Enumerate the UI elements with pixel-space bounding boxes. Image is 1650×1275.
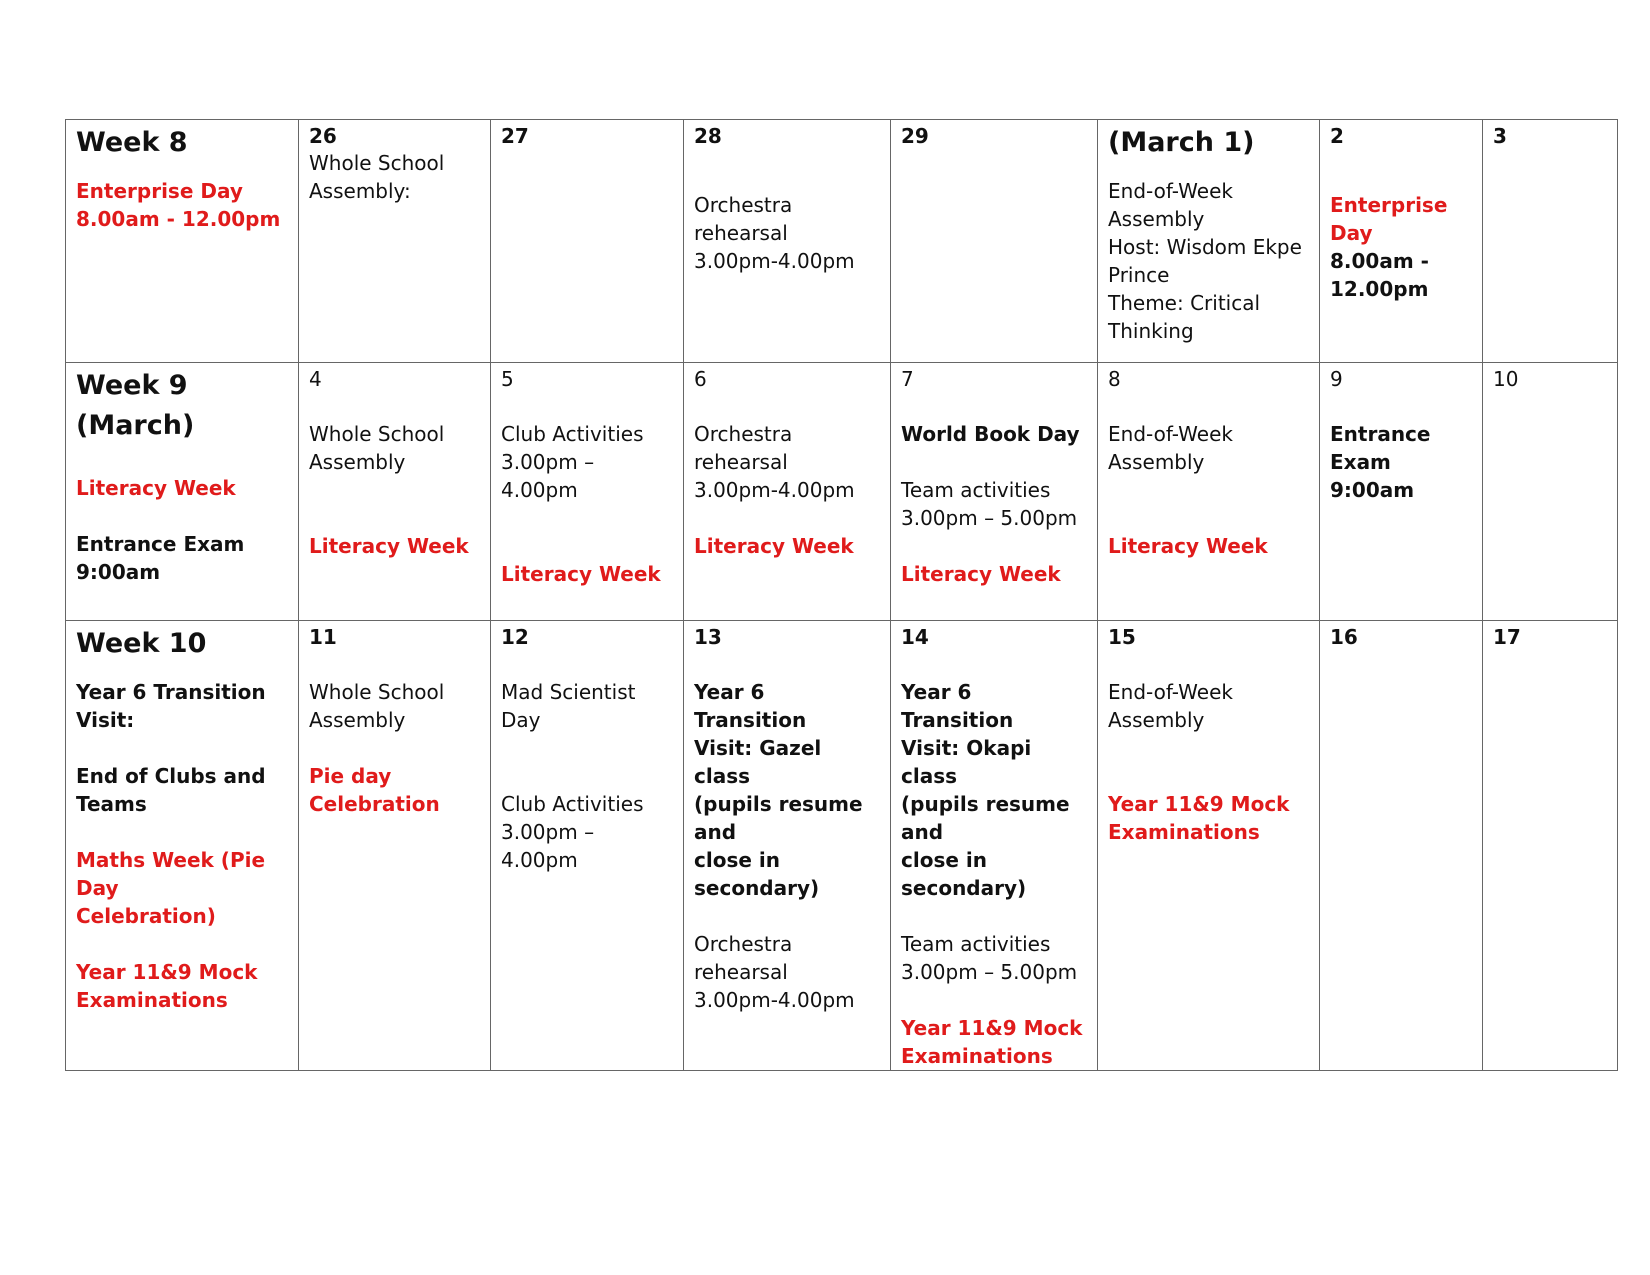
- spacer: [901, 986, 1087, 1014]
- day-cell: [1483, 621, 1618, 1071]
- event-text: Assembly:: [309, 179, 411, 203]
- day-number: 10: [1493, 367, 1519, 391]
- spacer: [1108, 762, 1309, 790]
- event-text: Pie day: [309, 764, 392, 788]
- spacer: [309, 650, 480, 678]
- week-row: [66, 363, 1618, 621]
- event-text: Entrance Exam: [76, 532, 245, 556]
- day-number: 16: [1330, 625, 1358, 649]
- event-text: Assembly: [1108, 207, 1205, 231]
- event-text: Prince: [1108, 263, 1170, 287]
- event-text: Celebration): [76, 904, 216, 928]
- spacer: [76, 664, 288, 678]
- day-cell: [684, 120, 891, 363]
- event-text: Year 11&9 Mock: [901, 1016, 1083, 1040]
- day-number: (March 1): [1108, 127, 1255, 158]
- day-number: 7: [901, 367, 914, 391]
- event-text: 9:00am: [1330, 478, 1415, 502]
- day-cell: [684, 363, 891, 621]
- spacer: [694, 177, 880, 191]
- event-text: Examinations: [901, 1044, 1053, 1068]
- event-text: End-of-Week: [1108, 179, 1233, 203]
- day-cell: [299, 120, 491, 363]
- day-cell: [1483, 120, 1618, 363]
- spacer: [901, 392, 1087, 420]
- spacer: [501, 734, 673, 762]
- event-text: Examinations: [1108, 820, 1260, 844]
- event-text: Club Activities: [501, 792, 644, 816]
- event-text: Literacy Week: [309, 534, 469, 558]
- day-cell: [1098, 120, 1320, 363]
- week-row: [66, 120, 1618, 363]
- spacer: [1108, 392, 1309, 420]
- spacer: [1108, 163, 1309, 177]
- event-text: 3.00pm-4.00pm: [694, 478, 855, 502]
- day-number: 27: [501, 124, 529, 148]
- day-number: 15: [1108, 625, 1136, 649]
- event-text: End-of-Week: [1108, 680, 1233, 704]
- spacer: [694, 504, 880, 532]
- spacer: [501, 532, 673, 560]
- event-text: Year 6 Transition: [901, 680, 1014, 732]
- event-text: Whole School: [309, 680, 445, 704]
- event-text: 3.00pm – 4.00pm: [501, 450, 601, 502]
- event-text: Year 6 Transition: [694, 680, 807, 732]
- event-text: close in secondary): [901, 848, 1027, 900]
- event-text: Literacy Week: [901, 562, 1061, 586]
- spacer: [76, 446, 288, 474]
- event-text: 3.00pm-4.00pm: [694, 249, 855, 273]
- event-text: Orchestra rehearsal: [694, 422, 799, 474]
- event-text: 8.00am -: [1330, 249, 1429, 273]
- spacer: [1108, 504, 1309, 532]
- spacer: [309, 476, 480, 504]
- spacer: [694, 392, 880, 420]
- event-text: Whole School: [309, 151, 445, 175]
- day-number: 12: [501, 625, 529, 649]
- event-text: Enterprise Day: [1330, 193, 1455, 245]
- event-text: 3.00pm – 4.00pm: [501, 820, 601, 872]
- day-cell: [1320, 363, 1483, 621]
- spacer: [901, 650, 1087, 678]
- event-text: Whole School: [309, 422, 445, 446]
- week-label-cell: [66, 621, 299, 1071]
- week-title: Week 10: [76, 628, 207, 659]
- event-text: Enterprise Day: [76, 179, 243, 203]
- day-cell: [299, 621, 491, 1071]
- spacer: [694, 650, 880, 678]
- day-cell: [1098, 621, 1320, 1071]
- calendar-table: [65, 119, 1618, 1071]
- spacer: [1330, 149, 1472, 177]
- spacer: [694, 149, 880, 177]
- day-number: 4: [309, 367, 322, 391]
- day-number: 9: [1330, 367, 1343, 391]
- spacer: [76, 930, 288, 958]
- day-cell: [1483, 363, 1618, 621]
- day-number: 29: [901, 124, 929, 148]
- spacer: [1330, 177, 1472, 191]
- week-label-cell: [66, 363, 299, 621]
- event-text: Assembly: [309, 450, 406, 474]
- day-number: 13: [694, 625, 722, 649]
- event-text: Theme: Critical: [1108, 291, 1261, 315]
- event-text: close in secondary): [694, 848, 820, 900]
- week-title: Week 9: [76, 370, 188, 401]
- spacer: [309, 734, 480, 762]
- day-cell: [684, 621, 891, 1071]
- event-text: Club Activities: [501, 422, 644, 446]
- event-text: Visit: Gazel class: [694, 736, 829, 788]
- week-title: Week 8: [76, 127, 188, 158]
- day-number: 3: [1493, 124, 1507, 148]
- day-number: 26: [309, 124, 337, 148]
- day-cell: [491, 621, 684, 1071]
- spacer: [1108, 650, 1309, 678]
- event-text: Orchestra rehearsal: [694, 932, 799, 984]
- spacer: [901, 532, 1087, 560]
- spacer: [694, 902, 880, 930]
- day-number: 17: [1493, 625, 1521, 649]
- spacer: [1330, 392, 1472, 420]
- day-cell: [299, 363, 491, 621]
- spacer: [309, 392, 480, 420]
- spacer: [501, 392, 673, 420]
- event-text: Exam: [1330, 450, 1391, 474]
- event-text: Visit: Okapi class: [901, 736, 1039, 788]
- spacer: [1108, 476, 1309, 504]
- event-text: (pupils resume and: [901, 792, 1077, 844]
- event-text: (pupils resume and: [694, 792, 870, 844]
- event-text: 3.00pm-4.00pm: [694, 988, 855, 1012]
- day-number: 5: [501, 367, 514, 391]
- event-text: Assembly: [1108, 708, 1205, 732]
- event-text: Year 11&9 Mock: [1108, 792, 1290, 816]
- event-text: Visit:: [76, 708, 135, 732]
- event-text: Maths Week (Pie Day: [76, 848, 272, 900]
- day-number: 2: [1330, 124, 1344, 148]
- event-text: Entrance: [1330, 422, 1431, 446]
- event-text: Literacy Week: [1108, 534, 1268, 558]
- day-number: 6: [694, 367, 707, 391]
- event-text: World Book Day: [901, 422, 1080, 446]
- event-text: Year 6 Transition: [76, 680, 266, 704]
- event-text: Teams: [76, 792, 147, 816]
- spacer: [901, 448, 1087, 476]
- day-cell: [1320, 120, 1483, 363]
- event-text: End-of-Week: [1108, 422, 1233, 446]
- calendar-body: [66, 120, 1618, 1071]
- event-text: Team activities: [901, 932, 1051, 956]
- spacer: [309, 504, 480, 532]
- event-text: 3.00pm – 5.00pm: [901, 506, 1078, 530]
- spacer: [501, 650, 673, 678]
- day-number: 8: [1108, 367, 1121, 391]
- spacer: [76, 818, 288, 846]
- day-number: 11: [309, 625, 337, 649]
- event-text: Thinking: [1108, 319, 1194, 343]
- event-text: Literacy Week: [501, 562, 661, 586]
- event-text: Mad Scientist Day: [501, 680, 642, 732]
- day-cell: [1320, 621, 1483, 1071]
- event-text: End of Clubs and: [76, 764, 266, 788]
- week-row: [66, 621, 1618, 1071]
- day-cell: [891, 363, 1098, 621]
- event-text: Celebration: [309, 792, 440, 816]
- day-cell: [491, 120, 684, 363]
- event-text: Assembly: [309, 708, 406, 732]
- day-number: 14: [901, 625, 929, 649]
- day-cell: [1098, 363, 1320, 621]
- event-text: Assembly: [1108, 450, 1205, 474]
- day-cell: [491, 363, 684, 621]
- day-cell: [891, 621, 1098, 1071]
- event-text: Host: Wisdom Ekpe: [1108, 235, 1302, 259]
- event-text: Year 11&9 Mock: [76, 960, 258, 984]
- event-text: 12.00pm: [1330, 277, 1429, 301]
- event-text: Team activities: [901, 478, 1051, 502]
- spacer: [501, 504, 673, 532]
- event-text: 9:00am: [76, 560, 161, 584]
- event-text: (March): [76, 410, 195, 441]
- event-text: Examinations: [76, 988, 228, 1012]
- spacer: [76, 734, 288, 762]
- event-text: Literacy Week: [76, 476, 236, 500]
- event-text: Literacy Week: [694, 534, 854, 558]
- day-number: 28: [694, 124, 722, 148]
- spacer: [1108, 734, 1309, 762]
- event-text: 8.00am - 12.00pm: [76, 207, 281, 231]
- week-label-cell: [66, 120, 299, 363]
- day-cell: [891, 120, 1098, 363]
- spacer: [76, 502, 288, 530]
- event-text: 3.00pm – 5.00pm: [901, 960, 1078, 984]
- spacer: [901, 902, 1087, 930]
- event-text: Orchestra rehearsal: [694, 193, 799, 245]
- spacer: [76, 163, 288, 177]
- spacer: [501, 762, 673, 790]
